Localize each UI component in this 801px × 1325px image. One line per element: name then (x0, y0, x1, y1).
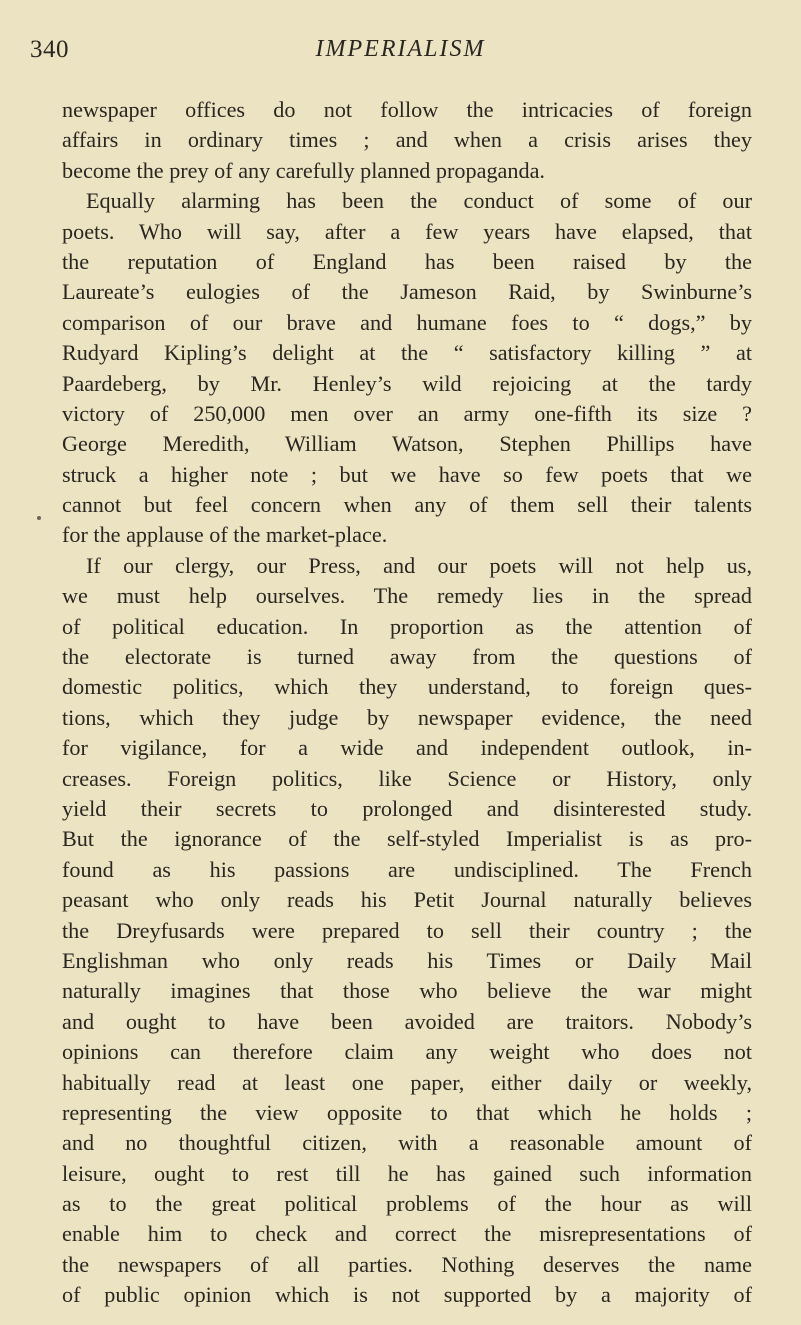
text-line: habitually read at least one paper, either daily or weekly, (62, 1069, 752, 1095)
running-title: IMPERIALISM (315, 36, 486, 62)
text-line: But the ignorance of the self-styled Imperialist is as pro- (62, 826, 752, 852)
text-line: Laureate’s eulogies of the Jameson Raid, by Swinburne’s (62, 279, 752, 305)
text-line: representing the view opposite to that which he holds ; (62, 1099, 752, 1125)
text-line: yield their secrets to prolonged and disinterested study. (62, 795, 752, 821)
text-line: Paardeberg, by Mr. Henley’s wild rejoicing at the tardy (62, 370, 752, 396)
text-line: domestic politics, which they understand, to foreign ques- (62, 674, 752, 700)
text-line: George Meredith, William Watson, Stephen Phillips have (62, 431, 752, 457)
text-line: opinions can therefore claim any weight who does not (62, 1039, 752, 1065)
text-line: naturally imagines that those who believe the war might (62, 978, 752, 1004)
text-line: newspaper offices do not follow the intricacies of foreign (62, 97, 752, 122)
text-line: the electorate is turned away from the questions of (62, 644, 752, 670)
text-line: of political education. In proportion as the attention of (62, 613, 752, 639)
body-text (62, 95, 752, 1311)
text-line: Englishman who only reads his Times or Daily Mail (62, 947, 752, 973)
text-line: enable him to check and correct the misrepresentations of (62, 1221, 752, 1247)
text-line: become the prey of any carefully planned propaganda. (62, 157, 545, 183)
text-line: Equally alarming has been the conduct of some of our (86, 188, 752, 214)
text-line: poets. Who will say, after a few years have elapsed, that (62, 218, 752, 244)
text-line: peasant who only reads his Petit Journal naturally believes (62, 887, 752, 913)
text-line: found as his passions are undisciplined. The French (62, 856, 752, 882)
text-line: comparison of our brave and humane foes to “ dogs,” by (62, 309, 752, 335)
text-line: and no thoughtful citizen, with a reasonable amount of (62, 1130, 752, 1156)
text-line: cannot but feel concern when any of them sell their talents (62, 492, 752, 518)
text-line: for the applause of the market-place. (62, 522, 388, 548)
text-line: and ought to have been avoided are traitors. Nobody’s (62, 1008, 752, 1034)
text-line: the reputation of England has been raised by the (62, 248, 752, 274)
text-line: the Dreyfusards were prepared to sell their country ; the (62, 917, 752, 943)
page-number: 340 (30, 36, 69, 63)
text-line: creases. Foreign politics, like Science or History, only (62, 765, 752, 791)
text-line: struck a higher note ; but we have so few poets that we (62, 461, 752, 487)
text-line: as to the great political problems of the hour as will (62, 1191, 752, 1217)
text-line: for vigilance, for a wide and independent outlook, in- (62, 735, 752, 761)
text-line: we must help ourselves. The remedy lies in the spread (62, 583, 752, 609)
text-line: victory of 250,000 men over an army one-fifth its size ? (62, 400, 752, 426)
text-line: tions, which they judge by newspaper evidence, the need (62, 704, 752, 730)
ink-spot (37, 516, 41, 520)
text-line: of public opinion which is not supported by a majority of (62, 1282, 752, 1308)
text-line: the newspapers of all parties. Nothing deserves the name (62, 1251, 752, 1277)
text-line: leisure, ought to rest till he has gained such information (62, 1160, 752, 1186)
text-line: If our clergy, our Press, and our poets will not help us, (86, 552, 752, 578)
text-line: affairs in ordinary times ; and when a crisis arises they (62, 127, 752, 153)
text-line: Rudyard Kipling’s delight at the “ satisfactory killing ” at (62, 340, 752, 366)
